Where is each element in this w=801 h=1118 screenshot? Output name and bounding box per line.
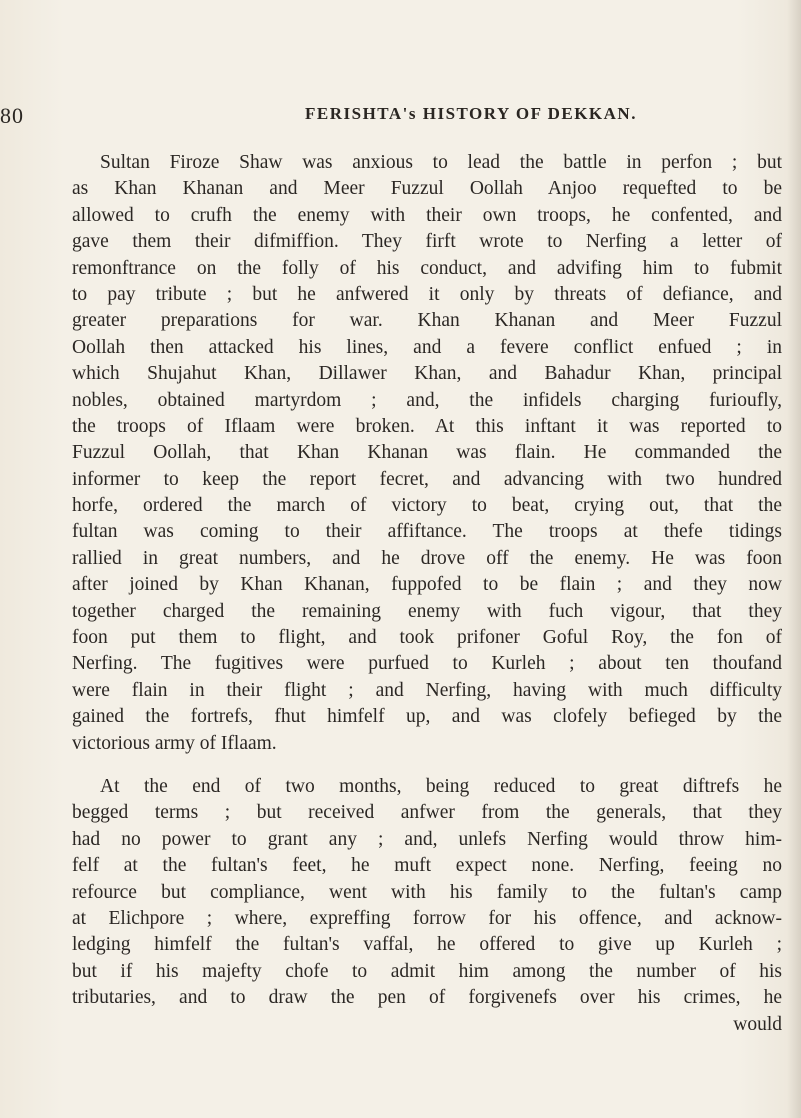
text-line: refource but compliance, went with his family to the fultan's camp <box>72 881 782 903</box>
text-line: remonftrance on the folly of his conduct, and advifing him to fubmit <box>72 257 782 279</box>
text-line: felf at the fultan's feet, he muft expect none. Nerfing, feeing no <box>72 855 782 877</box>
text-line: foon put them to flight, and took prifoner Goful Roy, the fon of <box>72 627 782 649</box>
text-line: but if his majefty chofe to admit him among the number of his <box>72 960 782 982</box>
text-line: to pay tribute ; but he anfwered it only by threats of defiance, and <box>72 283 782 305</box>
paragraph-spacer <box>72 757 782 774</box>
text-line: Fuzzul Oollah, that Khan Khanan was flain. He commanded the <box>72 442 782 464</box>
text-line: rallied in great numbers, and he drove off the enemy. He was foon <box>72 547 782 569</box>
text-line: gained the fortrefs, fhut himfelf up, and was clofely befieged by the <box>72 706 782 728</box>
text-line: had no power to grant any ; and, unlefs Nerfing would throw him- <box>72 828 782 850</box>
text-line: Nerfing. The fugitives were purfued to Kurleh ; about ten thoufand <box>72 653 782 675</box>
text-line: At the end of two months, being reduced to great diftrefs he <box>100 775 782 797</box>
text-line: informer to keep the report fecret, and advancing with two hundred <box>72 468 782 490</box>
text-line: Sultan Firoze Shaw was anxious to lead the battle in perfon ; but <box>100 152 782 173</box>
text-line: at Elichpore ; where, expreffing forrow for his offence, and acknow- <box>72 907 782 929</box>
text-line: after joined by Khan Khanan, fuppofed to be flain ; and they now <box>72 574 782 596</box>
text-line: begged terms ; but received anfwer from the generals, that they <box>72 802 782 824</box>
text-line: horfe, ordered the march of victory to beat, crying out, that the <box>72 495 782 517</box>
text-line: gave them their difmiffion. They firft wrote to Nerfing a letter of <box>72 231 782 253</box>
text-line: greater preparations for war. Khan Khanan and Meer Fuzzul <box>72 310 782 332</box>
paragraph-1 <box>72 150 782 757</box>
text-line: were flain in their flight ; and Nerfing, having with much difficulty <box>72 679 782 701</box>
text-line: allowed to crufh the enemy with their own troops, he confented, and <box>72 204 782 226</box>
text-line: as Khan Khanan and Meer Fuzzul Oollah Anjoo requefted to be <box>72 178 782 200</box>
text-line: nobles, obtained martyrdom ; and, the infidels charging furioufly, <box>72 389 782 411</box>
text-line: fultan was coming to their affiftance. The troops at thefe tidings <box>72 521 782 543</box>
page-edge-shadow <box>787 0 801 1118</box>
text-line: the troops of Iflaam were broken. At this inftant it was reported to <box>72 415 782 437</box>
text-line: tributaries, and to draw the pen of forgivenefs over his crimes, he <box>72 987 782 1009</box>
page-number: 80 <box>0 103 24 128</box>
text-line: ledging himfelf the fultan's vaffal, he offered to give up Kurleh ; <box>72 934 782 956</box>
running-head: FERISHTA's HISTORY OF DEKKAN. <box>305 104 637 123</box>
text-line: which Shujahut Khan, Dillawer Khan, and Bahadur Khan, principal <box>72 363 782 385</box>
paragraph-2 <box>72 774 782 1038</box>
text-line: Oollah then attacked his lines, and a fevere conflict enfued ; in <box>72 336 782 358</box>
text-line: together charged the remaining enemy with fuch vigour, that they <box>72 600 782 622</box>
text-line: victorious army of Iflaam. <box>72 732 277 754</box>
catchword: would <box>733 1013 782 1035</box>
body-text <box>72 150 782 1038</box>
